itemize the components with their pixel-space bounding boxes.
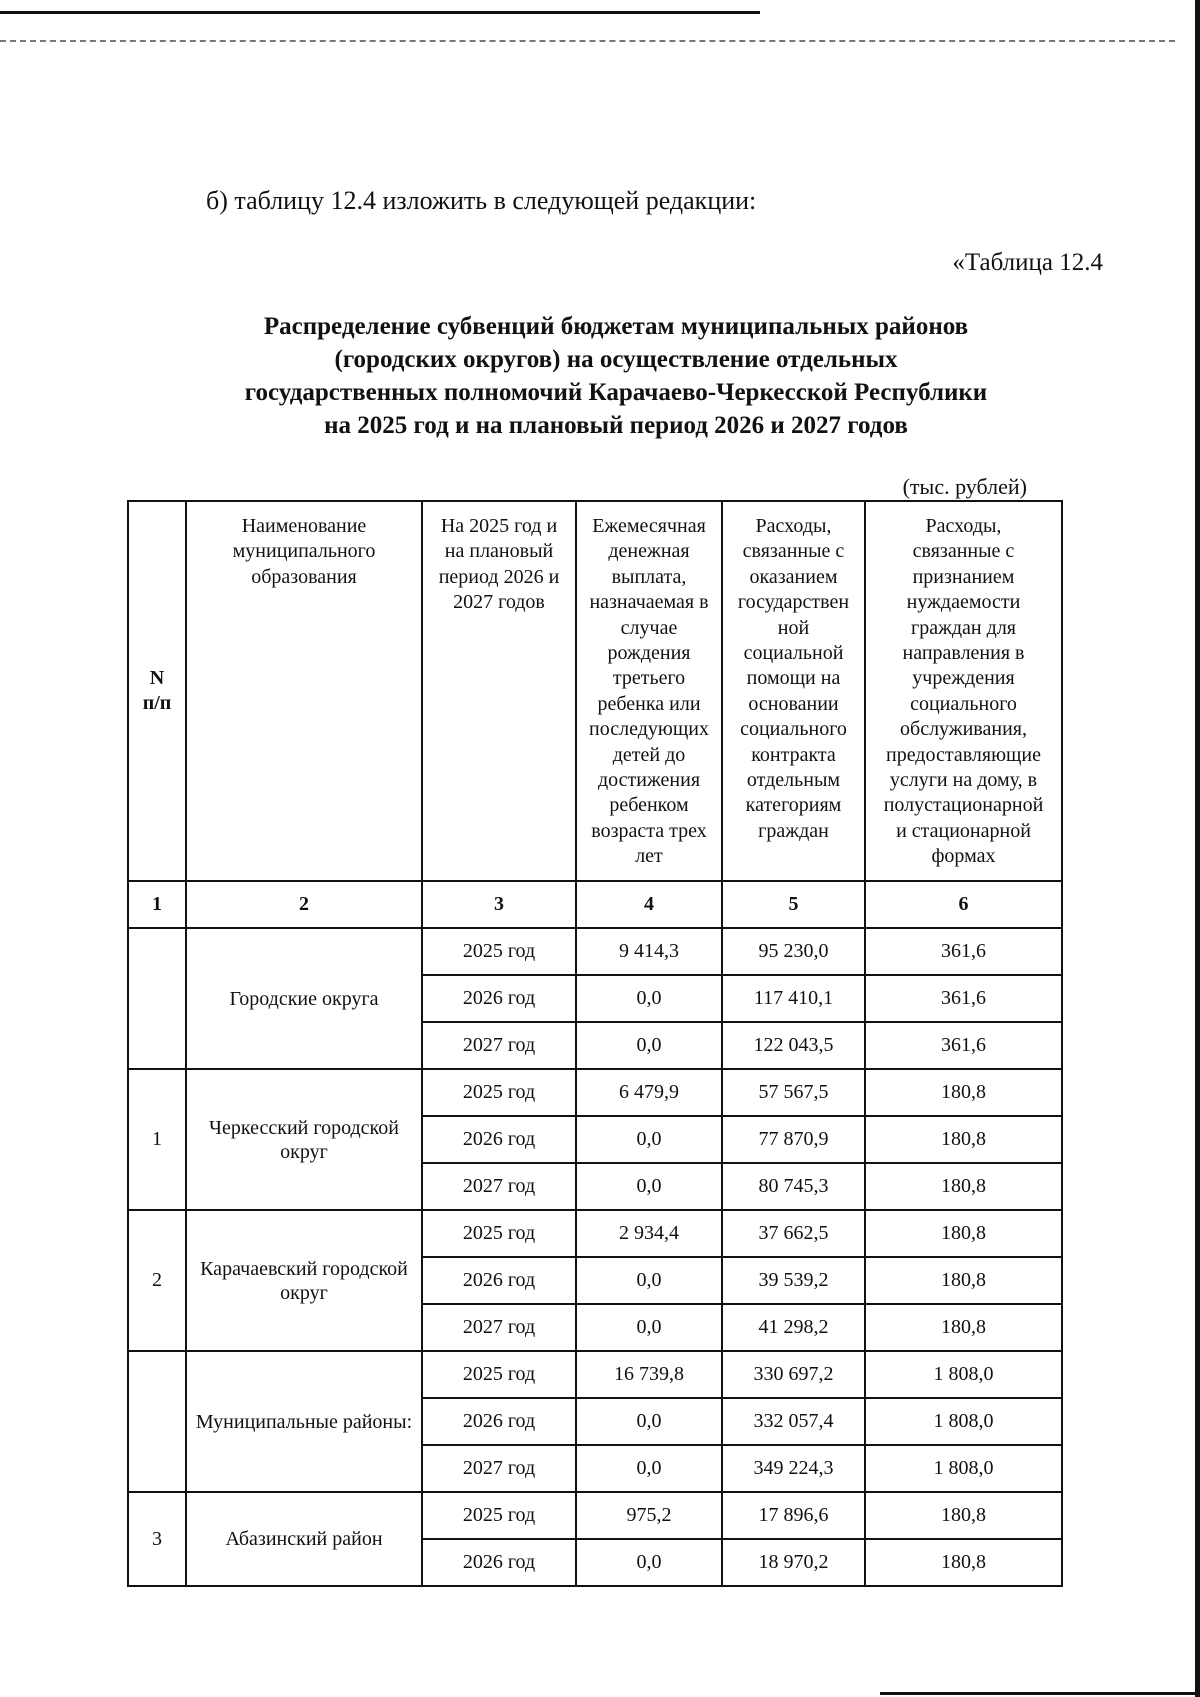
municipality-name-cell: Абазинский район — [186, 1492, 422, 1586]
birth-payment-cell: 975,2 — [576, 1492, 722, 1539]
scan-artifact-line — [0, 40, 1175, 42]
title-line: (городских округов) на осуществление отдельных — [334, 346, 898, 373]
units-label: (тыс. рублей) — [902, 474, 1027, 499]
birth-payment-cell: 0,0 — [576, 1163, 722, 1210]
table-row — [128, 1351, 1062, 1398]
scan-border-top — [0, 11, 760, 14]
period-cell: 2026 год — [422, 975, 576, 1022]
social-service-cell: 361,6 — [865, 975, 1062, 1022]
period-cell: 2027 год — [422, 1445, 576, 1492]
municipality-name-cell: Карачаевский городской округ — [186, 1210, 422, 1351]
social-contract-cell: 117 410,1 — [722, 975, 865, 1022]
period-cell: 2027 год — [422, 1163, 576, 1210]
header-cell: N п/п — [128, 501, 186, 881]
column-number: 2 — [186, 881, 422, 928]
social-contract-cell: 330 697,2 — [722, 1351, 865, 1398]
social-contract-cell: 80 745,3 — [722, 1163, 865, 1210]
row-number-cell — [128, 1351, 186, 1492]
social-service-cell: 361,6 — [865, 1022, 1062, 1069]
scan-border-bottom — [880, 1692, 1200, 1695]
row-number-cell — [128, 928, 186, 1069]
column-number: 6 — [865, 881, 1062, 928]
birth-payment-cell: 0,0 — [576, 1445, 722, 1492]
social-service-cell: 180,8 — [865, 1304, 1062, 1351]
birth-payment-cell: 0,0 — [576, 975, 722, 1022]
header-row — [128, 501, 1062, 881]
period-cell: 2026 год — [422, 1116, 576, 1163]
header-cell: Расходы, связанные с оказанием государствен ной социальной помощи на основании социального контракта отдельным категориям граждан — [722, 501, 865, 881]
table-row — [128, 1210, 1062, 1257]
birth-payment-cell: 6 479,9 — [576, 1069, 722, 1116]
social-contract-cell: 57 567,5 — [722, 1069, 865, 1116]
scan-border-right — [1195, 0, 1200, 1697]
municipality-name-cell: Черкесский городской округ — [186, 1069, 422, 1210]
row-number-cell: 3 — [128, 1492, 186, 1586]
column-number: 1 — [128, 881, 186, 928]
period-cell: 2026 год — [422, 1398, 576, 1445]
birth-payment-cell: 0,0 — [576, 1539, 722, 1586]
period-cell: 2026 год — [422, 1257, 576, 1304]
table-row — [128, 928, 1062, 975]
birth-payment-cell: 0,0 — [576, 1116, 722, 1163]
period-cell: 2026 год — [422, 1539, 576, 1586]
period-cell: 2027 год — [422, 1022, 576, 1069]
title-line: государственных полномочий Карачаево-Черкесской Республики — [244, 379, 988, 406]
header-cell: Наименование муниципального образования — [186, 501, 422, 881]
birth-payment-cell: 16 739,8 — [576, 1351, 722, 1398]
header-cell: На 2025 год и на плановый период 2026 и 2027 годов — [422, 501, 576, 881]
social-service-cell: 1 808,0 — [865, 1398, 1062, 1445]
social-contract-cell: 18 970,2 — [722, 1539, 865, 1586]
social-contract-cell: 37 662,5 — [722, 1210, 865, 1257]
social-service-cell: 180,8 — [865, 1492, 1062, 1539]
municipality-name-cell: Городские округа — [186, 928, 422, 1069]
social-contract-cell: 39 539,2 — [722, 1257, 865, 1304]
birth-payment-cell: 9 414,3 — [576, 928, 722, 975]
social-contract-cell: 17 896,6 — [722, 1492, 865, 1539]
title-line: Распределение субвенций бюджетам муниципальных районов — [263, 313, 969, 340]
column-number-row — [128, 881, 1062, 928]
table-row — [128, 1492, 1062, 1539]
social-contract-cell: 122 043,5 — [722, 1022, 865, 1069]
column-number: 5 — [722, 881, 865, 928]
social-contract-cell: 95 230,0 — [722, 928, 865, 975]
row-number-cell: 2 — [128, 1210, 186, 1351]
period-cell: 2025 год — [422, 1492, 576, 1539]
table-row — [128, 1069, 1062, 1116]
social-service-cell: 1 808,0 — [865, 1445, 1062, 1492]
row-number-cell: 1 — [128, 1069, 186, 1210]
birth-payment-cell: 2 934,4 — [576, 1210, 722, 1257]
social-service-cell: 180,8 — [865, 1210, 1062, 1257]
social-service-cell: 180,8 — [865, 1257, 1062, 1304]
social-service-cell: 180,8 — [865, 1069, 1062, 1116]
birth-payment-cell: 0,0 — [576, 1304, 722, 1351]
document-title — [140, 310, 1092, 442]
period-cell: 2025 год — [422, 1351, 576, 1398]
intro-text: б) таблицу 12.4 изложить в следующей редакции: — [206, 186, 757, 215]
social-service-cell: 180,8 — [865, 1116, 1062, 1163]
social-service-cell: 361,6 — [865, 928, 1062, 975]
subvention-table — [127, 500, 1063, 1587]
period-cell: 2025 год — [422, 1210, 576, 1257]
social-contract-cell: 41 298,2 — [722, 1304, 865, 1351]
municipality-name-cell: Муниципальные районы: — [186, 1351, 422, 1492]
social-service-cell: 180,8 — [865, 1539, 1062, 1586]
social-service-cell: 1 808,0 — [865, 1351, 1062, 1398]
column-number: 4 — [576, 881, 722, 928]
social-contract-cell: 332 057,4 — [722, 1398, 865, 1445]
header-cell: Расходы, связанные с признанием нуждаемости граждан для направления в учреждения социального обслуживания, предоставляющие услуги на дому, в полустационарной и стационарной формах — [865, 501, 1062, 881]
header-cell: Ежемесячная денежная выплата, назначаемая в случае рождения третьего ребенка или последующих детей до достижения ребенком возраста трех лет — [576, 501, 722, 881]
table-body — [128, 928, 1062, 1586]
period-cell: 2025 год — [422, 1069, 576, 1116]
birth-payment-cell: 0,0 — [576, 1398, 722, 1445]
column-number: 3 — [422, 881, 576, 928]
period-cell: 2025 год — [422, 928, 576, 975]
period-cell: 2027 год — [422, 1304, 576, 1351]
birth-payment-cell: 0,0 — [576, 1022, 722, 1069]
social-contract-cell: 349 224,3 — [722, 1445, 865, 1492]
title-line: на 2025 год и на плановый период 2026 и 2027 годов — [324, 412, 908, 439]
social-service-cell: 180,8 — [865, 1163, 1062, 1210]
table-reference: «Таблица 12.4 — [952, 249, 1103, 276]
social-contract-cell: 77 870,9 — [722, 1116, 865, 1163]
birth-payment-cell: 0,0 — [576, 1257, 722, 1304]
